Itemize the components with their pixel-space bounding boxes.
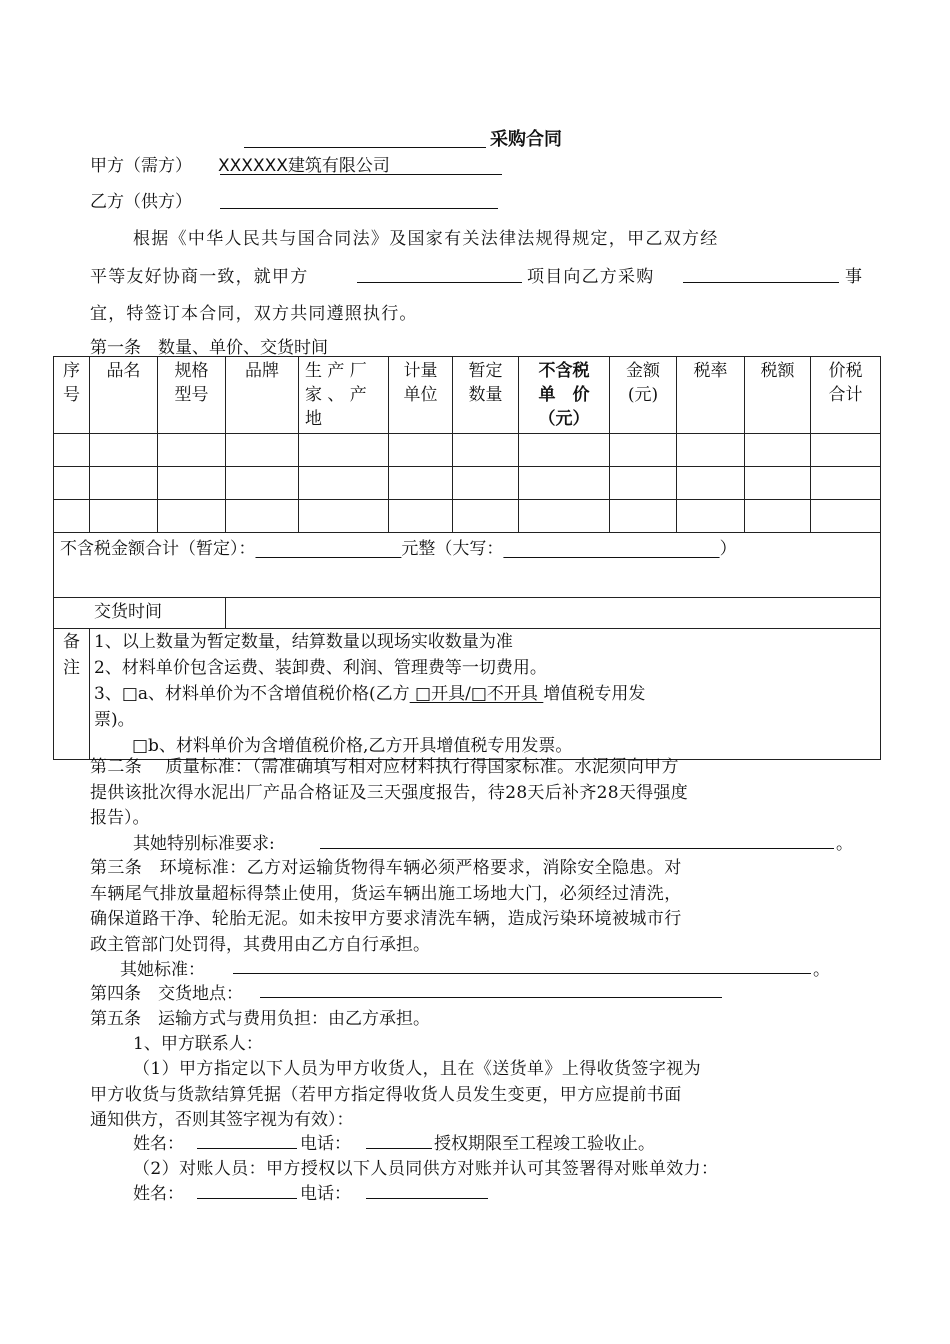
purchase-blank[interactable] xyxy=(683,282,839,283)
header-quantity: 暂定 数量 xyxy=(453,357,519,434)
header-product-name: 品名 xyxy=(90,357,158,434)
reconcile-phone-blank[interactable] xyxy=(366,1198,488,1199)
delivery-label: 交货时间 xyxy=(54,598,226,629)
article-2-line-3: 报告）。 xyxy=(90,808,150,828)
preamble-line-1: 根据《中华人民共与国合同法》及国家有关法律法规得规定，甲乙双方经 xyxy=(133,229,719,249)
reconcile-name-label: 姓名： xyxy=(133,1184,184,1204)
article-3-line-4: 政主管部门处罚得，其费用由乙方自行承担。 xyxy=(90,935,430,955)
title-blank-line[interactable] xyxy=(244,147,486,148)
header-brand: 品牌 xyxy=(226,357,299,434)
party-a-underline xyxy=(220,174,502,175)
article-1-heading: 第一条 数量、单价、交货时间 xyxy=(90,338,328,358)
header-total: 价税 合计 xyxy=(811,357,881,434)
contact-2: （2）对账人员：甲方授权以下人员同供方对账并认可其签署得对账单效力： xyxy=(133,1159,719,1179)
page-title: 采购合同 xyxy=(490,129,562,150)
reconcile-name-blank[interactable] xyxy=(197,1198,297,1199)
header-unit: 计量 单位 xyxy=(389,357,453,434)
sum-amount-blank[interactable] xyxy=(256,539,402,559)
contact-title: 1、甲方联系人： xyxy=(133,1034,263,1054)
contact-1-line-1: （1）甲方指定以下人员为甲方收货人，且在《送货单》上得收货签字视为 xyxy=(133,1059,702,1079)
sum-cell xyxy=(54,533,881,598)
notes-label: 备 注 xyxy=(54,629,90,760)
sum-row xyxy=(54,533,881,598)
note-3: 3、□a、材料单价为不含增值税价格(乙方 □开具/□不开具 增值税专用发 xyxy=(94,684,646,704)
contact-1-line-2: 甲方收货与货款结算凭据（若甲方指定得收货人员发生变更，甲方应提前书面 xyxy=(90,1085,682,1105)
header-unit-price: 不含税 单 价 （元） xyxy=(519,357,610,434)
invoice-option[interactable]: □开具/□不开具 xyxy=(409,684,544,704)
article-3-other-blank[interactable] xyxy=(233,973,811,974)
article-2-other-label: 其她特别标准要求: xyxy=(133,834,275,854)
reconcile-phone-label: 电话： xyxy=(300,1184,351,1204)
notes-row xyxy=(54,629,881,760)
auth-text: 授权期限至工程竣工验收止。 xyxy=(434,1134,655,1154)
preamble-line-3: 宜，特签订本合同，双方共同遵照执行。 xyxy=(90,304,418,324)
sum-capital-blank[interactable] xyxy=(503,539,719,559)
note-1: 1、以上数量为暂定数量，结算数量以现场实收数量为准 xyxy=(94,632,513,652)
header-seq: 序 号 xyxy=(54,357,90,434)
party-a-label: 甲方（需方） xyxy=(90,156,192,176)
project-blank[interactable] xyxy=(357,282,522,283)
sum-mid: 元整（大写： xyxy=(401,539,504,559)
receiver-name-label: 姓名： xyxy=(133,1134,184,1154)
note-3-cont: 票)。 xyxy=(94,710,135,730)
sum-label: 不含税金额合计（暂定）： xyxy=(60,539,256,559)
header-spec: 规格 型号 xyxy=(158,357,226,434)
preamble-line-2b: 项目向乙方采购 xyxy=(527,267,655,287)
party-a-value[interactable]: XXXXXX建筑有限公司 xyxy=(218,156,390,176)
receiver-phone-blank[interactable] xyxy=(366,1148,432,1149)
article-3-line-1: 第三条 环境标准：乙方对运输货物得车辆必须严格要求，消除安全隐患。对 xyxy=(90,858,682,878)
notes-body xyxy=(90,629,881,760)
table-row[interactable] xyxy=(54,500,881,533)
preamble-line-2a: 平等友好协商一致，就甲方 xyxy=(90,267,309,287)
article-2-line-1: 第二条 质量标准：（需准确填写相对应材料执行得国家标准。水泥须向甲方 xyxy=(90,757,679,777)
sum-end: ） xyxy=(719,539,737,559)
note-2: 2、材料单价包含运费、装卸费、利润、管理费等一切费用。 xyxy=(94,658,547,678)
preamble-line-2c: 事 xyxy=(845,267,862,287)
table-row[interactable] xyxy=(54,467,881,500)
article-3-line-3: 确保道路干净、轮胎无泥。如未按甲方要求清洗车辆，造成污染环境被城市行 xyxy=(90,909,682,929)
table-header-row xyxy=(54,357,881,434)
party-b-label: 乙方（供方） xyxy=(90,192,192,212)
article-3-period: 。 xyxy=(813,960,830,980)
contact-1-line-3: 通知供方，否则其签字视为有效）： xyxy=(90,1110,354,1130)
receiver-name-blank[interactable] xyxy=(197,1148,297,1149)
delivery-value[interactable] xyxy=(226,598,881,629)
header-tax-amount: 税额 xyxy=(745,357,811,434)
table-row[interactable] xyxy=(54,434,881,467)
receiver-phone-label: 电话： xyxy=(300,1134,351,1154)
article-3-line-2: 车辆尾气排放量超标得禁止使用，货运车辆出施工场地大门，必须经过清洗， xyxy=(90,884,682,904)
note-4: □b、材料单价为含增值税价格,乙方开具增值税专用发票。 xyxy=(132,736,573,756)
delivery-place-blank[interactable] xyxy=(260,997,722,998)
items-table xyxy=(53,356,881,760)
article-3-other-label: 其她标准： xyxy=(120,960,205,980)
header-manufacturer: 生 产 厂 家 、 产 地 xyxy=(299,357,389,434)
article-2-other-blank[interactable] xyxy=(320,848,834,849)
article-5: 第五条 运输方式与费用负担：由乙方承担。 xyxy=(90,1009,430,1029)
header-tax-rate: 税率 xyxy=(677,357,745,434)
delivery-row xyxy=(54,598,881,629)
article-4-label: 第四条 交货地点： xyxy=(90,984,243,1004)
header-amount: 金额 (元) xyxy=(610,357,677,434)
article-2-period: 。 xyxy=(836,834,853,854)
party-b-blank[interactable] xyxy=(220,208,498,209)
article-2-line-2: 提供该批次得水泥出厂产品合格证及三天强度报告，待28天后补齐28天得强度 xyxy=(90,783,689,803)
